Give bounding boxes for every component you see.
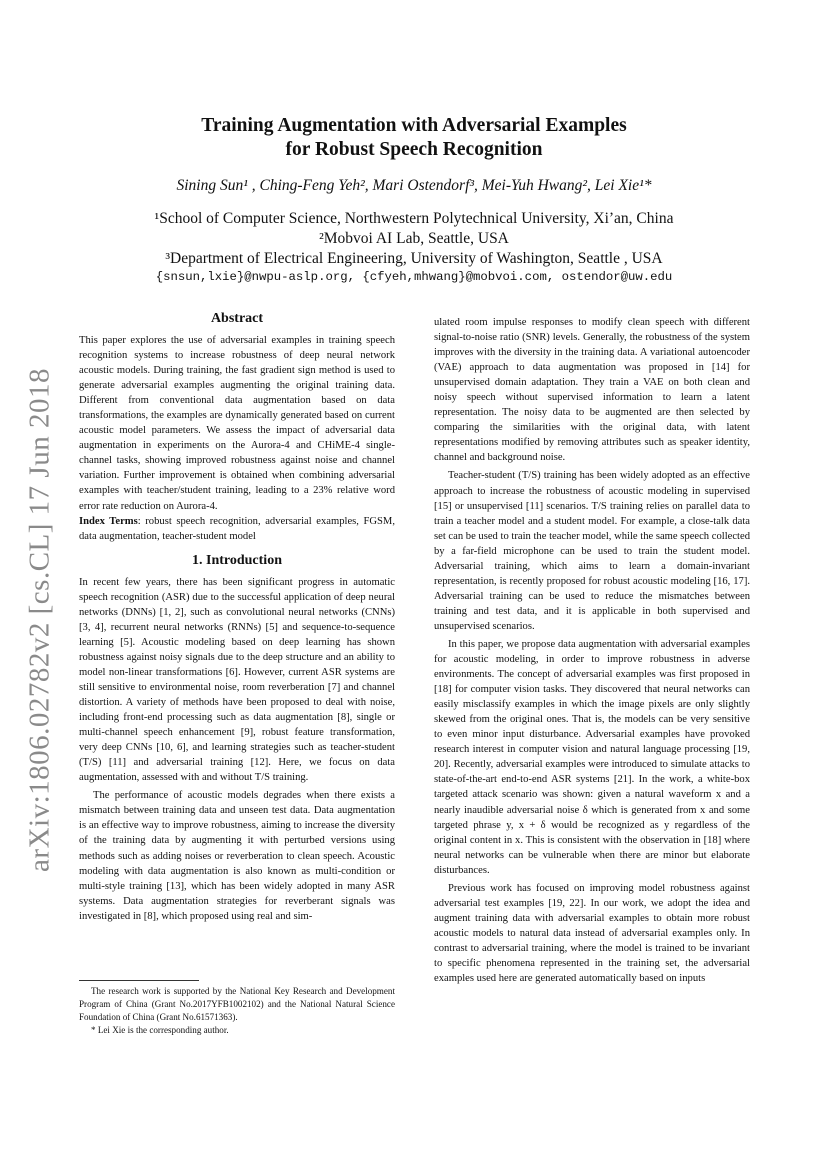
index-terms [79, 514, 395, 544]
arxiv-stamp-text: arXiv:1806.02782v2 [cs.CL] 17 Jun 2018 [23, 368, 56, 872]
affiliations [80, 209, 748, 269]
footnote-funding: The research work is supported by the National Key Research and Development Program of China (Grant No.2017YFB1002102) and the National Natural Science Foundation of China (Grant No.61571363). [79, 986, 395, 1022]
arxiv-stamp [18, 370, 62, 870]
author-list: Sining Sun¹ , Ching-Feng Yeh², Mari Ostendorf³, Mei-Yuh Hwang², Lei Xie¹* [176, 177, 652, 194]
author-emails: {snsun,lxie}@nwpu-aslp.org, {cfyeh,mhwang}@mobvoi.com, ostendor@uw.edu [155, 270, 673, 284]
right-column [434, 315, 750, 986]
intro-paragraph-1: In recent few years, there has been significant progress in automatic speech recognition (ASR) due to the successful application of deep neural networks (DNNs) [1, 2], such as convolutional neural networks (CNNs) [3, 4], recurrent neural networks (RNNs) [5] and sequence-to-sequence learning [5]. Acoustic modeling based on deep learning has shown robustness against noisy signals due to the deep structure and an ability to model non-linear transformations [6]. However, current ASR systems are still sensitive to environmental noise, room reverberation [7] and channel distortion. A variety of methods have been proposed to deal with noise, including front-end processing such as data augmentation [8], single or multi-channel speech enhancement [9], robust feature transformation, very deep CNNs [10, 6], and learning strategies such as teacher-student (T/S) [11] and adversarial training [12]. Here, we focus on data augmentation, assessed with and without T/S training. [79, 576, 395, 784]
intro-paragraph-2: The performance of acoustic models degrades when there exists a mismatch between training data and unseen test data. Data augmentation is an effective way to improve robustness, aiming to increase the diversity of the training data by augmenting it with perturbed versions using methods such as adding noises or reverberation to clean speech. Acoustic modeling with data augmentation is also known as multi-condition or multi-style training [13], which has been widely adopted in many ASR systems. Data augmentation strategies for reverberant signals was investigated in [8], which proposed using real and sim- [79, 790, 395, 922]
index-terms-label: Index Terms [79, 515, 138, 527]
left-column [79, 310, 395, 924]
right-paragraph-2: Teacher-student (T/S) training has been widely adopted as an effective approach to increase the robustness of acoustic modeling in supervised [15] or unsupervised [11] scenarios. T/S training relies on parallel data to train a teacher model and a student model. For example, a close-talk data set can be used to train the teacher model, while the same speech collected by a far-field microphone can be used to train the student model. Adversarial training, which aims to learn a domain-invariant representation, is recently proposed for robust acoustic modeling [16, 17]. Adversarial training can be used to reduce the mismatches between training and test data, and it is applicable in both supervised and unsupervised scenarios. [434, 470, 750, 632]
footnote-corresponding: * Lei Xie is the corresponding author. [91, 1025, 229, 1035]
index-terms-text: : robust speech recognition, adversarial examples, FGSM, data augmentation, teacher-student model [79, 515, 395, 542]
right-paragraph-1: ulated room impulse responses to modify clean speech with different signal-to-noise ratio (SNR) levels. Generally, the robustness of the system improves with the diversity in the training data. A variational autoencoder (VAE) approach to data augmentation was proposed in [14] for unsupervised domain adaptation. They train a VAE on both clean and noisy speech without supervised information to learn a latent representation. The noisy data to be augmented are then selected by comparing the similarities with the original data, with latent representations modified by removing attributes such as speaker identity, channel and background noise. [434, 317, 750, 464]
title-line-1: Training Augmentation with Adversarial Examples [201, 115, 627, 136]
footnotes [79, 980, 395, 1037]
paper-title [80, 114, 748, 162]
title-line-2: for Robust Speech Recognition [285, 139, 543, 160]
abstract-text: This paper explores the use of adversarial examples in training speech recognition systems to increase robustness of deep neural network acoustic models. During training, the fast gradient sign method is used to generate adversarial examples augmenting the original training data. Different from conventional data augmentation based on data transformations, the examples are dynamically generated based on current acoustic model parameters. We assess the impact of adversarial data augmentation in experiments on the Aurora-4 and CHiME-4 single-channel tasks, showing improved robustness against noise and channel variation. Further improvement is obtained when combining adversarial examples with teacher/student training, leading to a 23% relative word error rate reduction on Aurora-4. [79, 335, 395, 512]
introduction-heading: 1. Introduction [192, 552, 282, 568]
right-paragraph-4: Previous work has focused on improving model robustness against adversarial test examples [19, 22]. In our work, we adopt the idea and augment training data with adversarial examples to obtain more robust acoustic models to natural data instead of adversarial examples only. In contrast to adversarial training, where the model is trained to be invariant to specific phenomena represented in the training set, the adversarial examples used here are generated automatically based on inputs [434, 882, 750, 985]
affiliation-2: ²Mobvoi AI Lab, Seattle, USA [319, 230, 509, 247]
affiliation-1: ¹School of Computer Science, Northwestern Polytechnical University, Xi’an, China [154, 210, 674, 227]
footnote-rule [79, 980, 199, 981]
right-paragraph-3: In this paper, we propose data augmentation with adversarial examples for acoustic modeling, in order to improve robustness in adverse environments. The concept of adversarial examples was first proposed in [18] for computer vision tasks. They discovered that neural networks can easily misclassify examples in which the image pixels are only slightly skewed from the original ones. That is, the models can be very sensitive to even minor input disturbance. Adversarial examples have provoked research interest in computer vision and natural language processing [19, 20]. Recently, adversarial examples were introduced to simulate attacks to state-of-the-art end-to-end ASR systems [21]. In the work, a white-box targeted attack scenario was shown: given a natural waveform x and a nearly inaudible adversarial noise δ which is generated from x and some targeted phrase y, x + δ would be recognized as y regardless of the original content in x. This is consistent with the observation in [18] where neural networks can be vulnerable when there are minor but elaborate disturbances. [434, 638, 750, 876]
affiliation-3: ³Department of Electrical Engineering, University of Washington, Seattle , USA [165, 250, 663, 267]
abstract-heading: Abstract [210, 311, 264, 326]
